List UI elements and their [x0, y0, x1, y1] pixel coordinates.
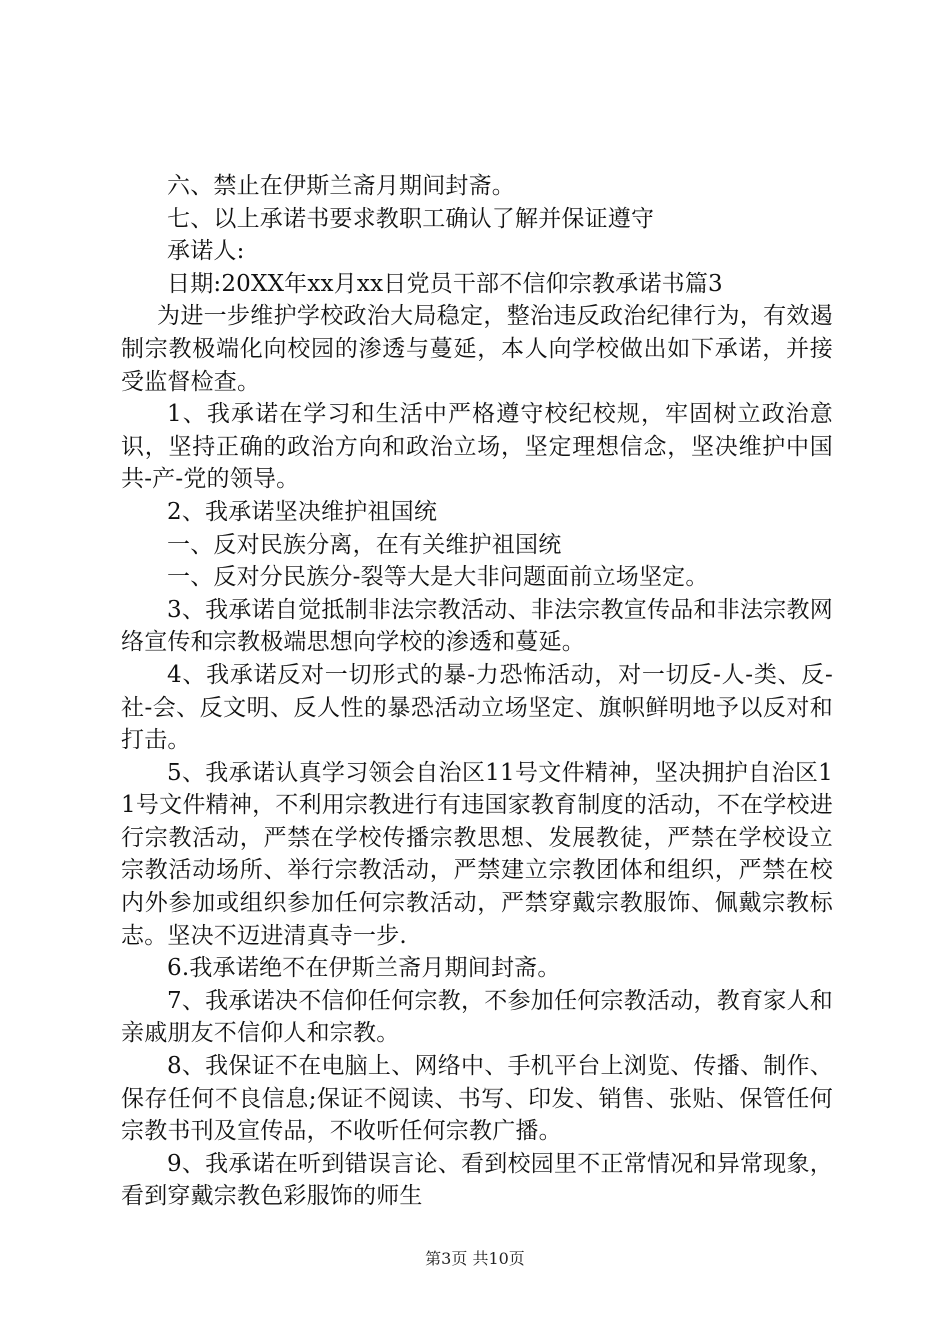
paragraph-2: 七、以上承诺书要求教职工确认了解并保证遵守 — [167, 205, 655, 232]
paragraph-14: 7、我承诺决不信仰任何宗教，不参加任何宗教活动，教育家人和亲戚朋友不信仰人和宗教。 — [121, 987, 833, 1047]
paragraph-16: 9、我承诺在听到错误言论、看到校园里不正常情况和异常现象，看到穿戴宗教色彩服饰的师生 — [121, 1150, 833, 1210]
paragraph-6: 1、我承诺在学习和生活中严格遵守校纪校规，牢固树立政治意识，坚持正确的政治方向和政治立场，坚定理想信念，坚决维护中国共-产-党的领导。 — [121, 401, 833, 493]
paragraph-5: 为进一步维护学校政治大局稳定，整治违反政治纪律行为，有效遏制宗教极端化向校园的渗透与蔓延，本人向学校做出如下承诺，并接受监督检查。 — [121, 303, 833, 395]
paragraph-15: 8、我保证不在电脑上、网络中、手机平台上浏览、传播、制作、保存任何不良信息;保证不阅读、书写、印发、销售、张贴、保管任何宗教书刊及宣传品，不收听任何宗教广播。 — [121, 1053, 833, 1145]
paragraph-13: 6.我承诺绝不在伊斯兰斋月期间封斋。 — [167, 955, 561, 982]
paragraph-8: 一、反对民族分离，在有关维护祖国统 — [167, 531, 562, 558]
paragraph-10: 3、我承诺自觉抵制非法宗教活动、非法宗教宣传品和非法宗教网络宣传和宗教极端思想向学校的渗透和蔓延。 — [121, 596, 833, 656]
document-body — [121, 170, 833, 1213]
paragraph-11: 4、我承诺反对一切形式的暴-力恐怖活动，对一切反-人-类、反-社-会、反文明、反人性的暴恐活动立场坚定、旗帜鲜明地予以反对和打击。 — [121, 661, 833, 754]
paragraph-1: 六、禁止在伊斯兰斋月期间封斋。 — [167, 173, 515, 199]
paragraph-7: 2、我承诺坚决维护祖国统 — [167, 498, 438, 525]
paragraph-12: 5、我承诺认真学习领会自治区11号文件精神，坚决拥护自治区11号文件精神，不利用宗教进行有违国家教育制度的活动，不在学校进行宗教活动，严禁在学校传播宗教思想、发展教徒，严禁在学校设立宗教活动场所、举行宗教活动，严禁建立宗教团体和组织，严禁在校内外参加或组织参加任何宗教活动，严禁穿戴宗教服饰、佩戴宗教标志。坚决不迈进清真寺一步. — [121, 759, 833, 949]
paragraph-9: 一、反对分民族分-裂等大是大非问题面前立场坚定。 — [167, 564, 709, 591]
paragraph-3: 承诺人: — [167, 238, 245, 265]
paragraph-4: 日期:20XX年xx月xx日党员干部不信仰宗教承诺书篇3 — [167, 270, 723, 297]
page-footer: 第3页 共10页 — [425, 1249, 525, 1268]
